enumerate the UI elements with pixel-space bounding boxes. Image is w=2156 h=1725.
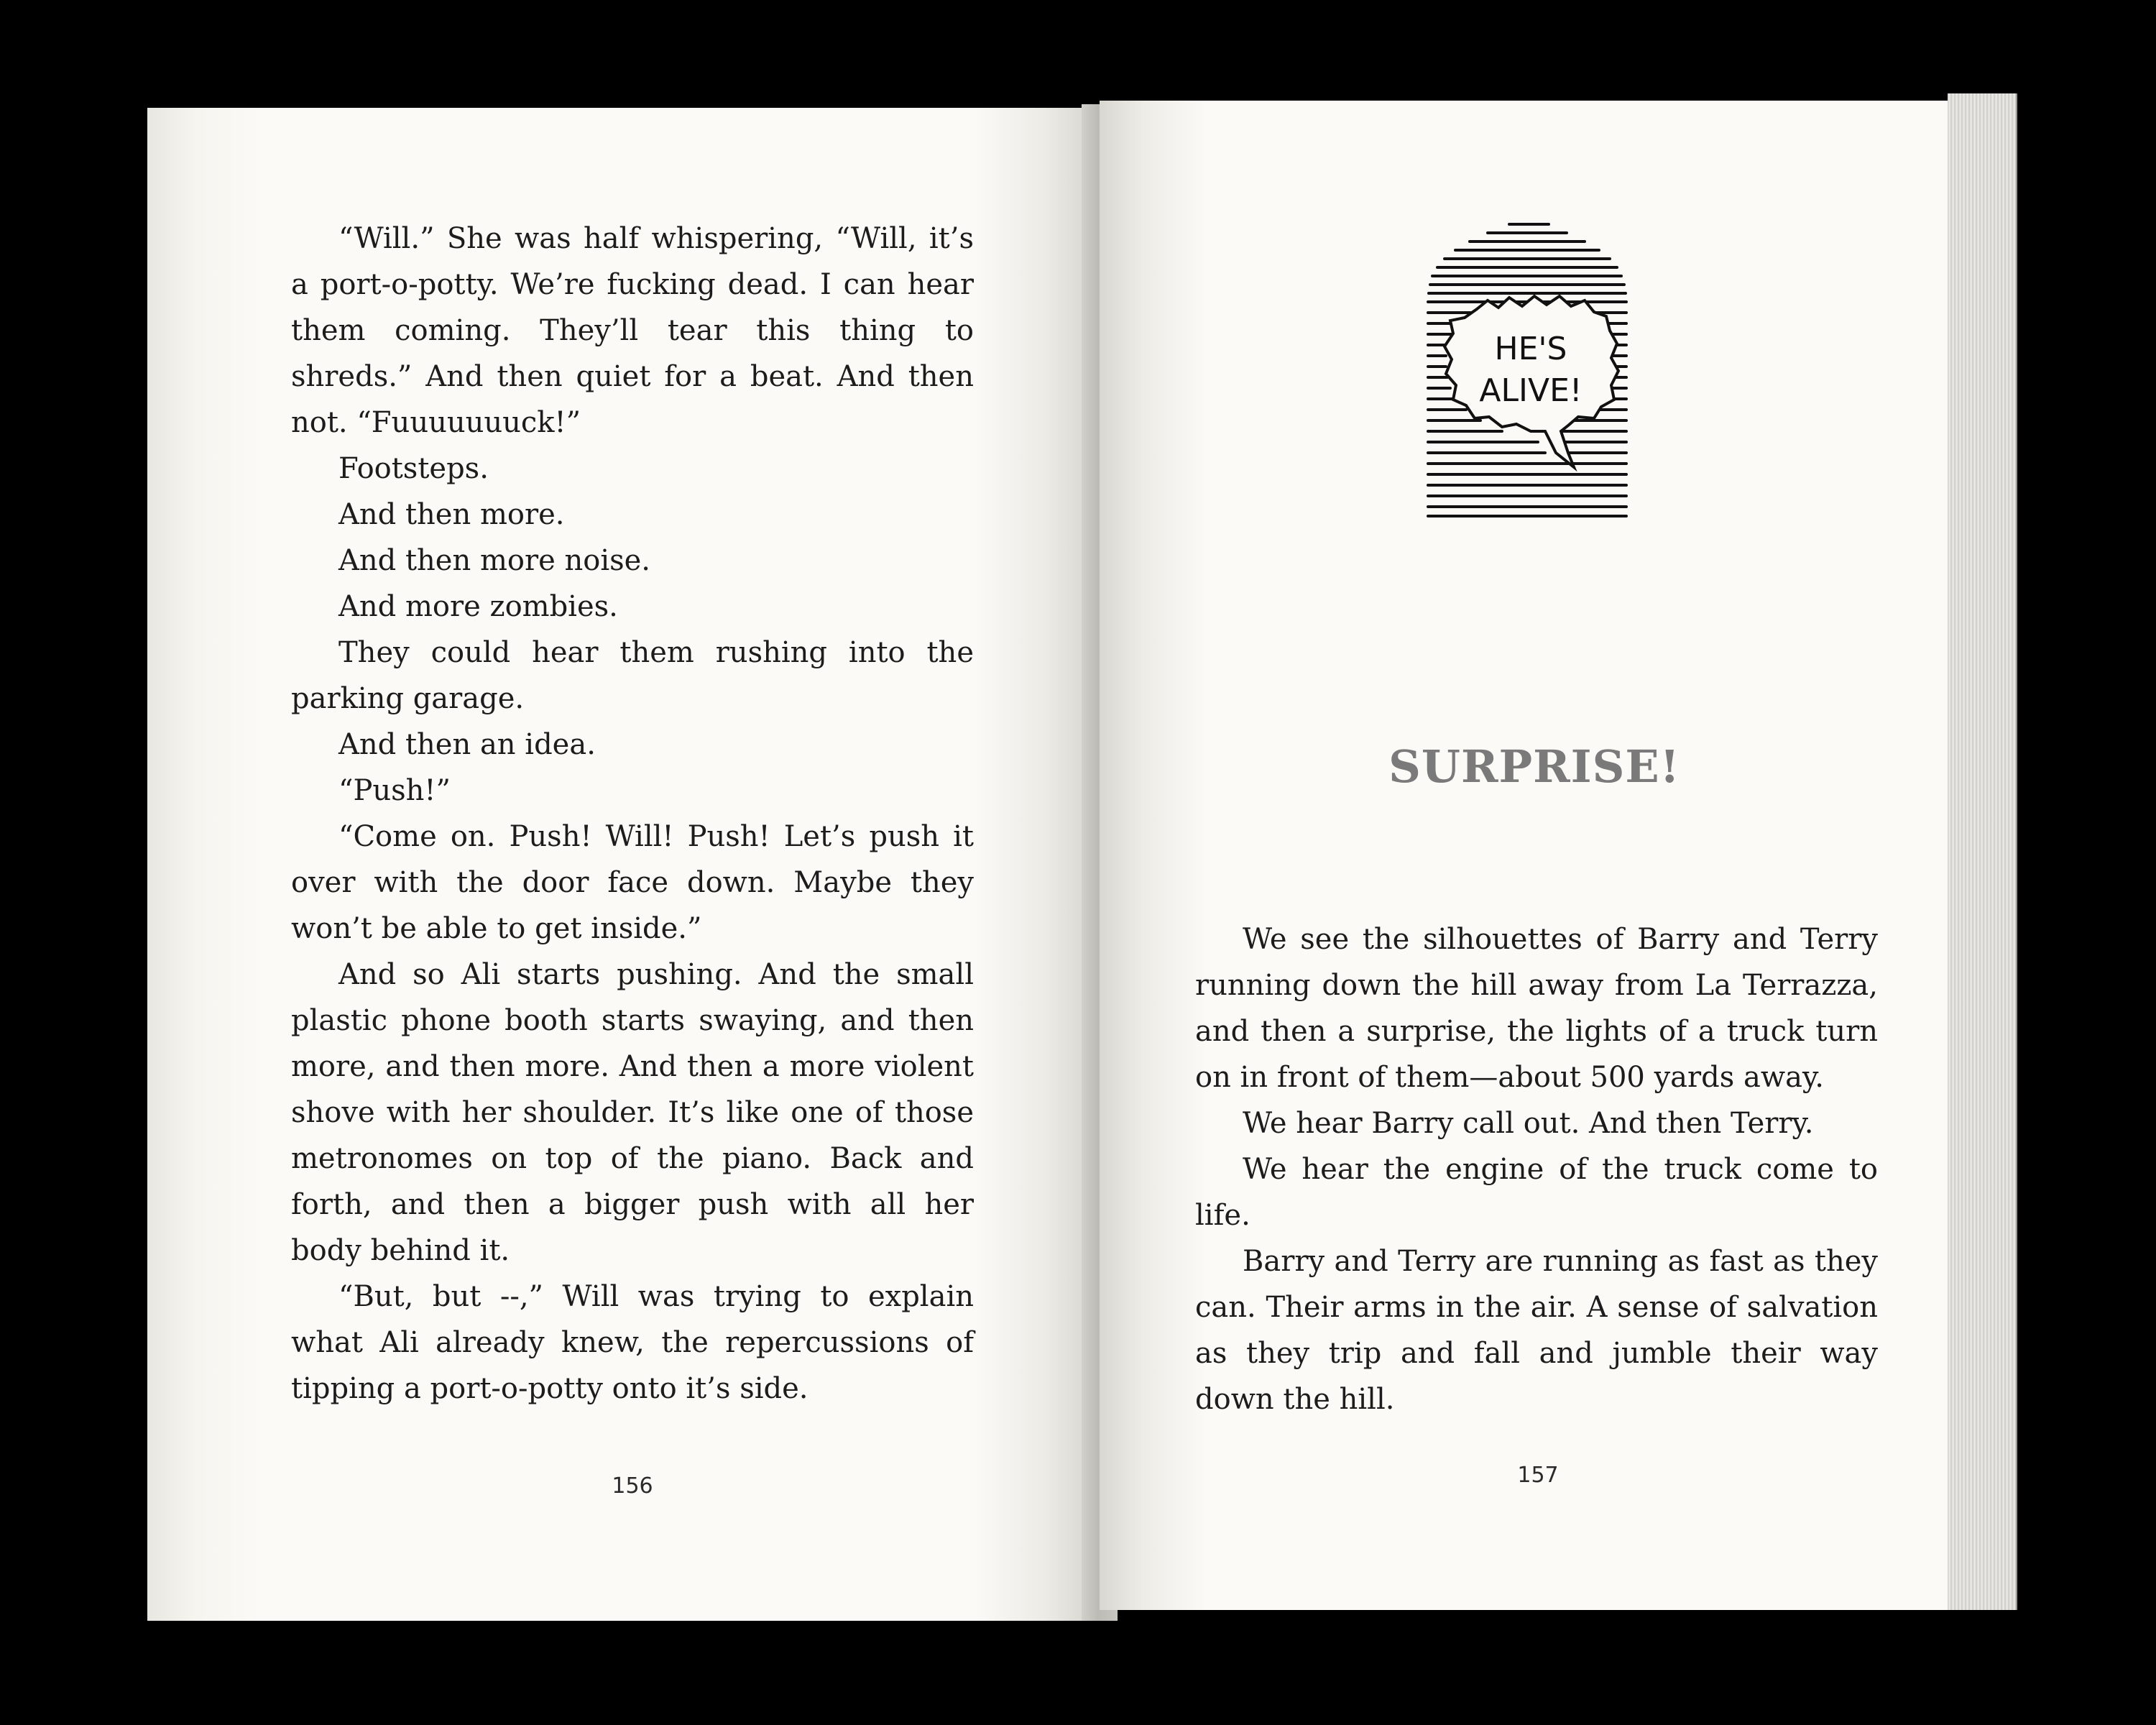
paragraph: And so Ali starts pushing. And the small plastic phone booth starts swaying, and then more, and then more. And then a more violent shove with her shoulder. It’s like one of those metronomes on top of the piano. Back and forth, and then a bigger push with all her body behind it.: [291, 958, 974, 1267]
paragraph: Footsteps.: [338, 452, 489, 485]
paragraph: “Will.” She was half whispering, “Will, it’s a port-o-potty. We’re fucking dead. I can hear them coming. They’ll tear this thing to shreds.” And then quiet for a beat. And then not. “Fuuuuuuuck!”: [291, 222, 974, 439]
paragraph: And then an idea.: [338, 728, 596, 761]
left-page-body: [291, 216, 974, 1412]
illustration-text-line2: ALIVE!: [1479, 372, 1583, 409]
right-page-body: [1195, 916, 1878, 1422]
page-number-left: 156: [612, 1473, 653, 1499]
page-number-right: 157: [1517, 1463, 1559, 1488]
paragraph: They could hear them rushing into the parking garage.: [291, 636, 974, 715]
paragraph: “But, but --,” Will was trying to explain what Ali already knew, the repercussions of tipping a port-o-potty onto it’s side.: [291, 1280, 974, 1405]
paragraph: “Come on. Push! Will! Push! Let’s push it over with the door face down. Maybe they won’t be able to get inside.”: [291, 820, 974, 945]
paragraph: “Push!”: [338, 774, 451, 807]
paragraph: We see the silhouettes of Barry and Terry running down the hill away from La Terrazza, and then a surprise, the lights of a truck turn on in front of them—about 500 yards away.: [1195, 923, 1878, 1094]
paragraph: Barry and Terry are running as fast as they can. Their arms in the air. A sense of salvation as they trip and fall and jumble their way down the hill.: [1195, 1245, 1878, 1416]
paragraph: We hear Barry call out. And then Terry.: [1243, 1107, 1814, 1140]
paragraph: And more zombies.: [338, 590, 618, 623]
speech-bubble-icon: [1409, 216, 1646, 546]
paragraph: And then more.: [338, 498, 565, 531]
chapter-title: SURPRISE!: [1388, 740, 1680, 793]
paragraph: We hear the engine of the truck come to life.: [1195, 1153, 1878, 1232]
illustration-text-line1: HE'S: [1494, 331, 1567, 367]
page-edges: [1948, 93, 2017, 1610]
paragraph: And then more noise.: [338, 544, 651, 577]
